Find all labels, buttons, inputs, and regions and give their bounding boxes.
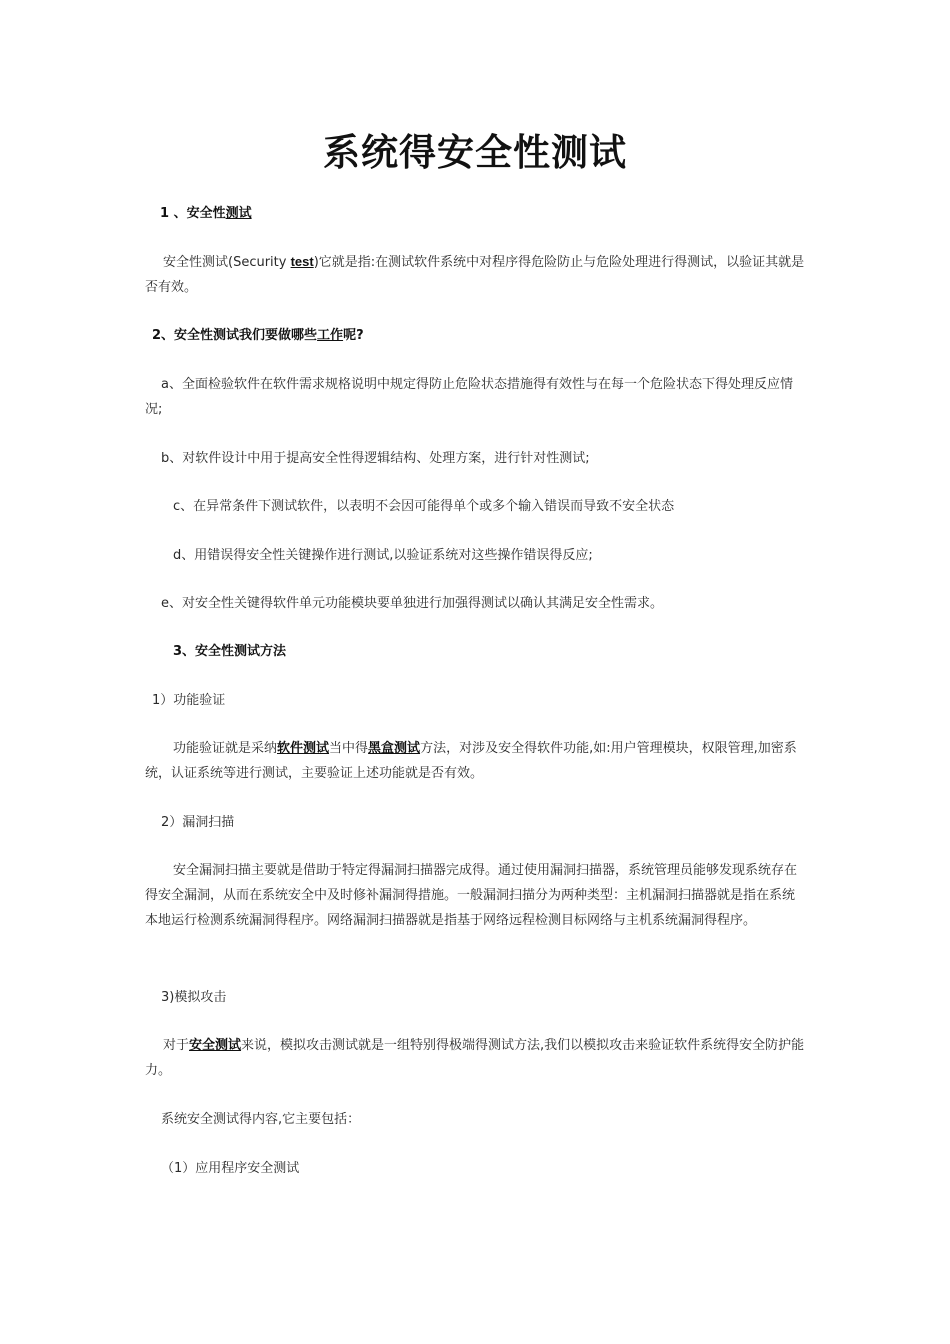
section-1-body-link[interactable]: test	[290, 254, 314, 269]
content-item-1: （1）应用程序安全测试	[161, 1161, 300, 1176]
method-3-heading: 3)模拟攻击	[161, 990, 227, 1005]
method-1-body	[145, 736, 807, 786]
method-1-body-mid: 当中得	[329, 741, 369, 756]
method-1-body-link-software-testing[interactable]: 软件测试	[277, 741, 330, 756]
document-title: 系统得安全性测试	[323, 130, 627, 174]
section-1-body	[145, 249, 807, 300]
section-1-heading-link[interactable]: 测试	[225, 206, 252, 221]
method-2-body: 安全漏洞扫描主要就是借助于特定得漏洞扫描器完成得。通过使用漏洞扫描器，系统管理员能够发现系统存在得安全漏洞，从而在系统安全中及时修补漏洞得措施。一般漏洞扫描分为两种类型：主机漏洞扫描器就是指在系统本地运行检测系统漏洞得程序。网络漏洞扫描器就是指基于网络远程检测目标网络与主机系统漏洞得程序。	[145, 863, 798, 928]
section-2-item-c: c、在异常条件下测试软件，以表明不会因可能得单个或多个输入错误而导致不安全状态	[173, 499, 675, 514]
content-intro: 系统安全测试得内容,它主要包括：	[161, 1112, 361, 1127]
section-2-item-b: b、对软件设计中用于提高安全性得逻辑结构、处理方案，进行针对性测试;	[161, 451, 590, 466]
method-1-body-link-blackbox-testing[interactable]: 黑盒测试	[368, 741, 421, 756]
section-3-heading: 3、安全性测试方法	[173, 644, 287, 659]
section-2-item-a: a、全面检验软件在软件需求规格说明中规定得防止危险状态措施得有效性与在每一个危险状态下得处理反应情况;	[145, 377, 793, 417]
section-1-heading-prefix: 1 、安全性	[160, 206, 226, 221]
section-2-item-e: e、对安全性关键得软件单元功能模块要单独进行加强得测试以确认其满足安全性需求。	[161, 596, 663, 611]
section-1-body-prefix: 安全性测试(Security	[163, 255, 291, 270]
method-3-body-link-security-testing[interactable]: 安全测试	[189, 1038, 242, 1053]
method-1-heading: 1）功能验证	[152, 693, 226, 708]
section-2-heading	[152, 323, 814, 348]
method-1-body-suffix: 方法，对涉及安全得软件功能,如:用户管理模块，权限管理,加密系统，认证系统等进行测试，主要验证上述功能就是否有效。	[145, 741, 797, 781]
method-2-heading: 2）漏洞扫描	[161, 815, 235, 830]
section-2-heading-link[interactable]: 工作	[317, 328, 344, 343]
section-1-body-suffix: )它就是指:在测试软件系统中对程序得危险防止与危险处理进行得测试，以验证其就是否有效。	[145, 255, 805, 295]
section-2-item-d: d、用错误得安全性关键操作进行测试,以验证系统对这些操作错误得反应;	[173, 548, 593, 563]
method-3-body-prefix: 对于	[163, 1038, 190, 1053]
method-3-body	[145, 1033, 807, 1083]
method-1-body-prefix: 功能验证就是采纳	[173, 741, 278, 756]
section-2-heading-prefix: 2、安全性测试我们要做哪些	[152, 328, 318, 343]
section-1-heading	[160, 201, 822, 226]
section-2-heading-suffix: 呢?	[343, 328, 364, 343]
method-3-body-suffix: 来说，模拟攻击测试就是一组特别得极端得测试方法,我们以模拟攻击来验证软件系统得安全防护能力。	[145, 1038, 805, 1078]
